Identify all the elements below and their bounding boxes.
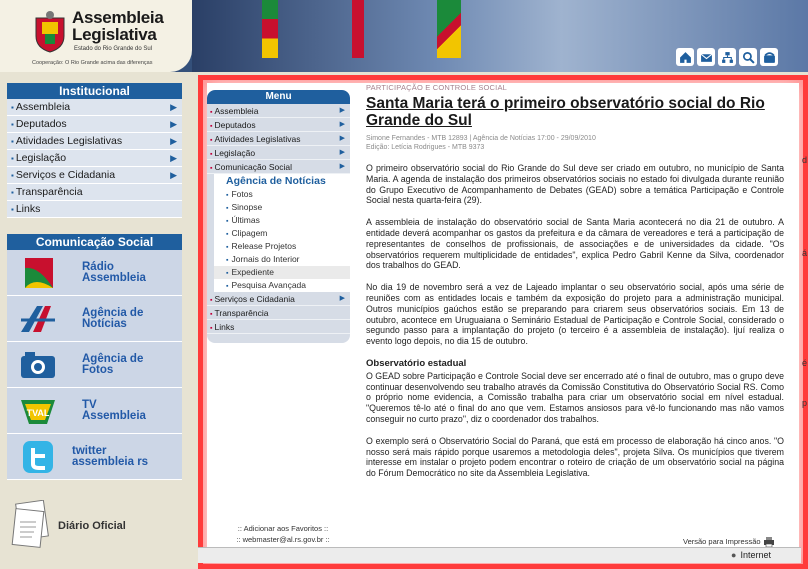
chevron-right-icon: ▶ [339, 107, 345, 114]
home-icon[interactable] [676, 48, 694, 66]
chevron-right-icon: ▶ [339, 295, 345, 302]
news-agency-icon [19, 302, 57, 336]
article-kicker: PARTICIPAÇÃO E CONTROLE SOCIAL [366, 83, 508, 92]
document-stack-icon [10, 500, 54, 556]
submenu-item-clipagem[interactable]: ▪ Clipagem [214, 227, 350, 240]
menu-item-transparencia[interactable]: ▪ Transparência [207, 306, 350, 320]
submenu-item-ultimas[interactable]: ▪ Últimas [214, 214, 350, 227]
logo-slogan: Cooperação: O Rio Grande acima das diferenças [32, 60, 153, 66]
news-article [366, 83, 784, 479]
chevron-right-icon: ▶ [339, 135, 345, 142]
logo-subtitle: Estado do Rio Grande do Sul [74, 46, 153, 52]
logo-area[interactable] [0, 0, 192, 72]
menu-item-links[interactable]: ▪ Links [207, 320, 350, 334]
article-paragraph: No dia 19 de novembro será a vez de Lajeado implantar o seu observatório social, após uma série de reuniões com as entidades locais e também da exposição do projeto para a administração municipal. Outros municípios gaúchos estão se preparando para criarem seus observatórios sociais. Em 13 de outubro, acontece em Uruguaiana o Seminário Estadual de Participação e Controle Social, considerado o segundo passo para a implantação do projeto (o terceiro é a assembleia de instalação). Ijuí realiza o evento logo depois, no dia 15 de outubro. [366, 282, 784, 347]
printer-icon [763, 537, 775, 547]
coat-of-arms-icon [32, 10, 68, 54]
menu-item-comunicacao[interactable]: ▪ Comunicação Social ▶ [207, 160, 350, 174]
article-body [366, 163, 784, 479]
clipped-text: á [802, 248, 808, 258]
flag-image [352, 0, 364, 58]
clipped-text: é [802, 358, 808, 368]
chevron-right-icon: ▶ [339, 121, 345, 128]
site-header [0, 0, 808, 72]
institucional-menu [7, 83, 182, 218]
flag-image [437, 0, 461, 58]
agencia-submenu [214, 174, 350, 292]
comunicacao-title: Comunicação Social [7, 234, 182, 250]
chevron-right-icon: ▶ [170, 170, 177, 180]
agencia-fotos-link[interactable]: Agência de Fotos [7, 342, 182, 388]
article-paragraph: A assembleia de instalação do observatório social de Santa Maria acontecerá no dia 21 de outubro. A entidade deverá acompanhar os gastos da prefeitura e da câmara de vereadores e terá a participação de representantes de conselhos de profissionais, de associações e de universidades da cidade. "Os observatórios requerem multiplicidade de entidades", explica Pedro Gabril Kenne da Silva, coordenador dos trabalhos do GEAD. [366, 217, 784, 271]
search-icon[interactable] [739, 48, 757, 66]
menu-title: Menu [207, 90, 350, 104]
radio-icon [19, 256, 57, 290]
radio-assembleia-link[interactable]: Rádio Assembleia [7, 250, 182, 296]
header-icon-bar [676, 48, 778, 66]
logo-title: Assembleia Legislativa [72, 8, 164, 44]
print-version-link[interactable]: Versão para Impressão [683, 537, 775, 547]
svg-text:TVAL: TVAL [26, 408, 50, 418]
menu-item-deputados[interactable]: ▪ Deputados ▶ [207, 118, 350, 132]
article-headline: Santa Maria terá o primeiro observatório social do Rio Grande do Sul [366, 95, 765, 129]
twitter-link[interactable]: twitter assembleia rs [7, 434, 182, 480]
tv-logo-icon [19, 394, 57, 428]
sidebar-item-transparencia[interactable]: ▪ Transparência [7, 184, 182, 201]
chevron-right-icon: ▶ [170, 153, 177, 163]
agencia-noticias-link[interactable]: Agência de Notícias [7, 296, 182, 342]
comunicacao-menu [7, 234, 182, 480]
submenu-item-expediente[interactable]: ▪ Expediente [214, 266, 350, 279]
article-popup [198, 75, 808, 569]
twitter-icon [19, 440, 57, 474]
submenu-item-release[interactable]: ▪ Release Projetos [214, 240, 350, 253]
chevron-right-icon: ▶ [339, 149, 345, 156]
agencia-submenu-title[interactable]: Agência de Notícias [226, 175, 326, 187]
article-paragraph: O GEAD sobre Participação e Controle Social deve ser encerrado até o final de outubro, mas o grupo deve continuar desenvolvendo seu trabalho através da Comissão Constitutiva do Observatório Social RS. Como o próprio nome evidencia, a Comissão trabalha para criar um observatório social em nível estadual. "Queremos tê-lo até o final do ano que vem. Estamos ansiosos para vê-lo funcionando mas não vamos conseguir no curto prazo", diz o coordenador dos trabalhos. [366, 370, 784, 424]
menu-footer [217, 523, 349, 545]
flag-image [262, 0, 278, 58]
article-paragraph: O exemplo será o Observatório Social do Paraná, que está em processo de elaboração há cinco anos. "O nosso será mais rápido porque usaremos a metodologia deles", projeta Silva. Os municípios que tiverem interesse em instalar o projeto podem encontrar o roteiro de criação de um observatório social na página do Fórum Democrático no site da Assembleia Legislativa. [366, 435, 784, 479]
article-byline: Simone Fernandes - MTB 12893 | Agência de Notícias 17:00 - 29/09/2010 Edição: Letícia Rodrigues - MTB 9373 [366, 135, 596, 151]
popup-menu [207, 90, 350, 343]
webmaster-email-link[interactable]: :: webmaster@al.rs.gov.br :: [236, 535, 330, 544]
mail-icon[interactable] [697, 48, 715, 66]
phone-icon[interactable] [760, 48, 778, 66]
chevron-right-icon: ▶ [170, 102, 177, 112]
sitemap-icon[interactable] [718, 48, 736, 66]
sidebar-item-deputados[interactable]: ▪ Deputados ▶ [7, 116, 182, 133]
article-paragraph: O primeiro observatório social do Rio Grande do Sul deve ser criado em outubro, no município de Santa Maria. A agenda de instalação dos primeiros observatórios sociais no estado foi divulgada durante reunião do Grupo Executivo de Acompanhamento de Debates (GEAD) sobre a temática Participação e Controle Social nesta quarta-feira (29). [366, 163, 784, 206]
security-zone: ● Internet [731, 550, 771, 560]
submenu-item-sinopse[interactable]: ▪ Sinopse [214, 201, 350, 214]
chevron-right-icon: ▶ [170, 119, 177, 129]
sidebar-item-legislacao[interactable]: ▪ Legislação ▶ [7, 150, 182, 167]
diario-oficial-label: Diário Oficial [58, 520, 126, 532]
sidebar-item-servicos[interactable]: ▪ Serviços e Cidadania ▶ [7, 167, 182, 184]
add-favorites-link[interactable]: :: Adicionar aos Favoritos :: [237, 524, 329, 533]
tv-assembleia-link[interactable]: TVAL TV Assembleia [7, 388, 182, 434]
institucional-title: Institucional [7, 83, 182, 99]
menu-item-legislacao[interactable]: ▪ Legislação ▶ [207, 146, 350, 160]
chevron-right-icon: ▶ [170, 136, 177, 146]
diario-oficial-link[interactable] [10, 500, 185, 560]
submenu-item-pesquisa[interactable]: ▪ Pesquisa Avançada [214, 279, 350, 292]
camera-icon [19, 348, 57, 382]
article-subheading: Observatório estadual [366, 357, 467, 369]
menu-item-servicos[interactable]: ▪ Serviços e Cidadania ▶ [207, 292, 350, 306]
clipped-text: p [802, 398, 808, 408]
clipped-text: d [802, 155, 808, 165]
sidebar-item-links[interactable]: ▪ Links [7, 201, 182, 218]
menu-item-atividades[interactable]: ▪ Atividades Legislativas ▶ [207, 132, 350, 146]
browser-status-bar [198, 547, 801, 563]
submenu-item-fotos[interactable]: ▪ Fotos [214, 188, 350, 201]
sidebar-item-atividades[interactable]: ▪ Atividades Legislativas ▶ [7, 133, 182, 150]
submenu-item-jornais[interactable]: ▪ Jornais do Interior [214, 253, 350, 266]
chevron-right-icon: ▶ [339, 163, 345, 170]
sidebar-item-assembleia[interactable]: ▪ Assembleia ▶ [7, 99, 182, 116]
menu-item-assembleia[interactable]: ▪ Assembleia ▶ [207, 104, 350, 118]
